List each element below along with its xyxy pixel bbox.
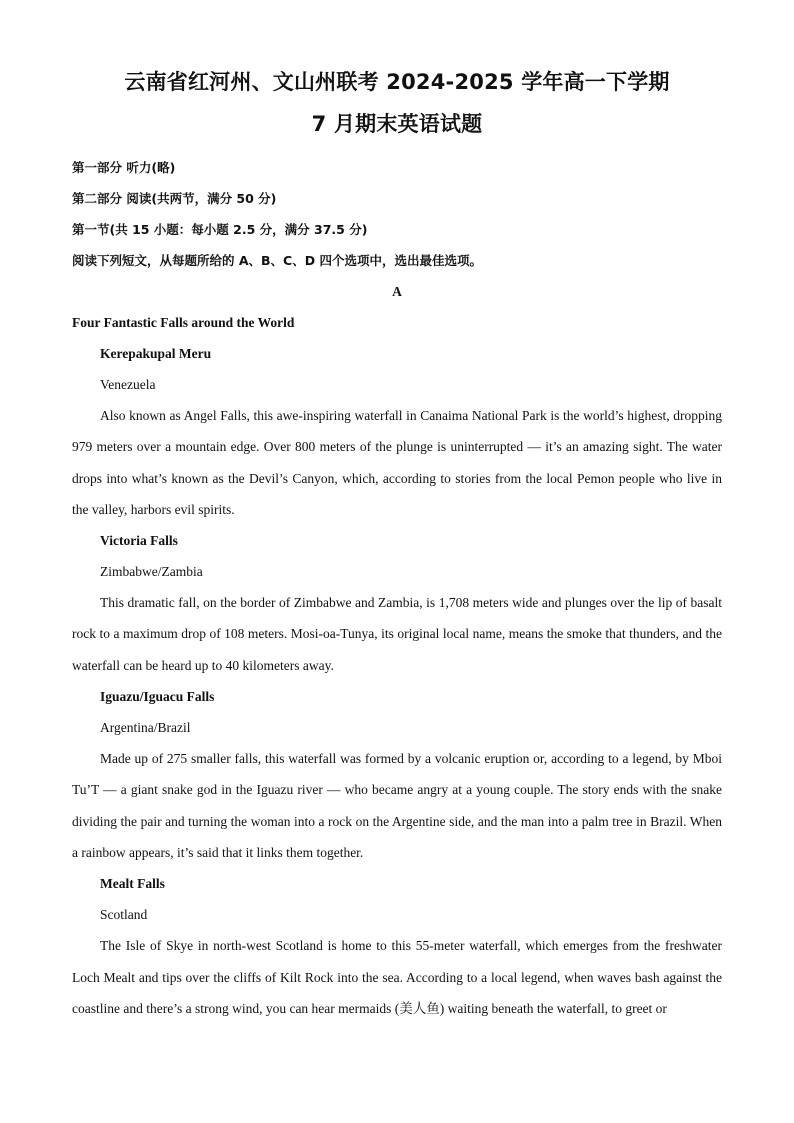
fall-name: Mealt Falls bbox=[100, 876, 165, 892]
fall-country: Argentina/Brazil bbox=[100, 720, 191, 736]
section-reading-part-1: 第一节(共 15 小题：每小题 2.5 分，满分 37.5 分) bbox=[72, 222, 368, 237]
fall-entry-iguazu-falls bbox=[72, 681, 722, 868]
passage-title: Four Fantastic Falls around the World bbox=[72, 315, 295, 330]
fall-name: Victoria Falls bbox=[100, 533, 178, 549]
exam-title-line-2: 7 月期末英语试题 bbox=[311, 112, 483, 136]
fall-description: This dramatic fall, on the border of Zimbabwe and Zambia, is 1,708 meters wide and plunges over the lip of basalt rock to a maximum drop of 108 meters. Mosi-oa-Tunya, its original local name, means the smoke that thunders, and the waterfall can be heard up to 40 kilometers away. bbox=[72, 595, 722, 673]
fall-entry-victoria-falls bbox=[72, 525, 722, 681]
fall-entry-kerepakupal-meru bbox=[72, 338, 722, 525]
section-reading: 第二部分 阅读(共两节，满分 50 分) bbox=[72, 191, 277, 206]
fall-country: Venezuela bbox=[100, 377, 156, 392]
fall-name: Iguazu/Iguacu Falls bbox=[100, 689, 215, 705]
exam-title-line-1: 云南省红河州、文山州联考 2024-2025 学年高一下学期 bbox=[124, 70, 670, 94]
fall-country: Scotland bbox=[100, 907, 148, 923]
fall-name: Kerepakupal Meru bbox=[100, 346, 212, 361]
fall-description: Made up of 275 smaller falls, this waterfall was formed by a volcanic eruption or, according to a legend, by Mboi Tu’T — a giant snake god in the Iguazu river — who became angry at a young couple. The story ends with the snake dividing the pair and turning the woman into a rock on the Argentine side, and the man into a palm tree in Brazil. When a rainbow appears, it’s said that it links them together. bbox=[72, 751, 722, 860]
passage-letter: A bbox=[392, 284, 402, 299]
reading-instruction: 阅读下列短文，从每题所给的 A、B、C、D 四个选项中，选出最佳选项。 bbox=[72, 253, 482, 268]
fall-country: Zimbabwe/Zambia bbox=[100, 564, 203, 580]
fall-entry-mealt-falls bbox=[72, 868, 722, 1024]
fall-description: Also known as Angel Falls, this awe-inspiring waterfall in Canaima National Park is the world’s highest, dropping 979 meters over a mountain edge. Over 800 meters of the plunge is uninterrupted — it’s an amazing sight. The water drops into what’s known as the Devil’s Canyon, which, according to stories from the local Pemon people who live in the valley, harbors evil spirits. bbox=[72, 408, 722, 517]
fall-description: The Isle of Skye in north-west Scotland is home to this 55-meter waterfall, which emerges from the freshwater Loch Mealt and tips over the cliffs of Kilt Rock into the sea. According to a local legend, when waves bash against the coastline and there’s a strong wind, you can hear mermaids (美人鱼) waiting beneath the waterfall, to greet or bbox=[72, 938, 722, 1016]
section-listening: 第一部分 听力(略) bbox=[72, 160, 176, 175]
